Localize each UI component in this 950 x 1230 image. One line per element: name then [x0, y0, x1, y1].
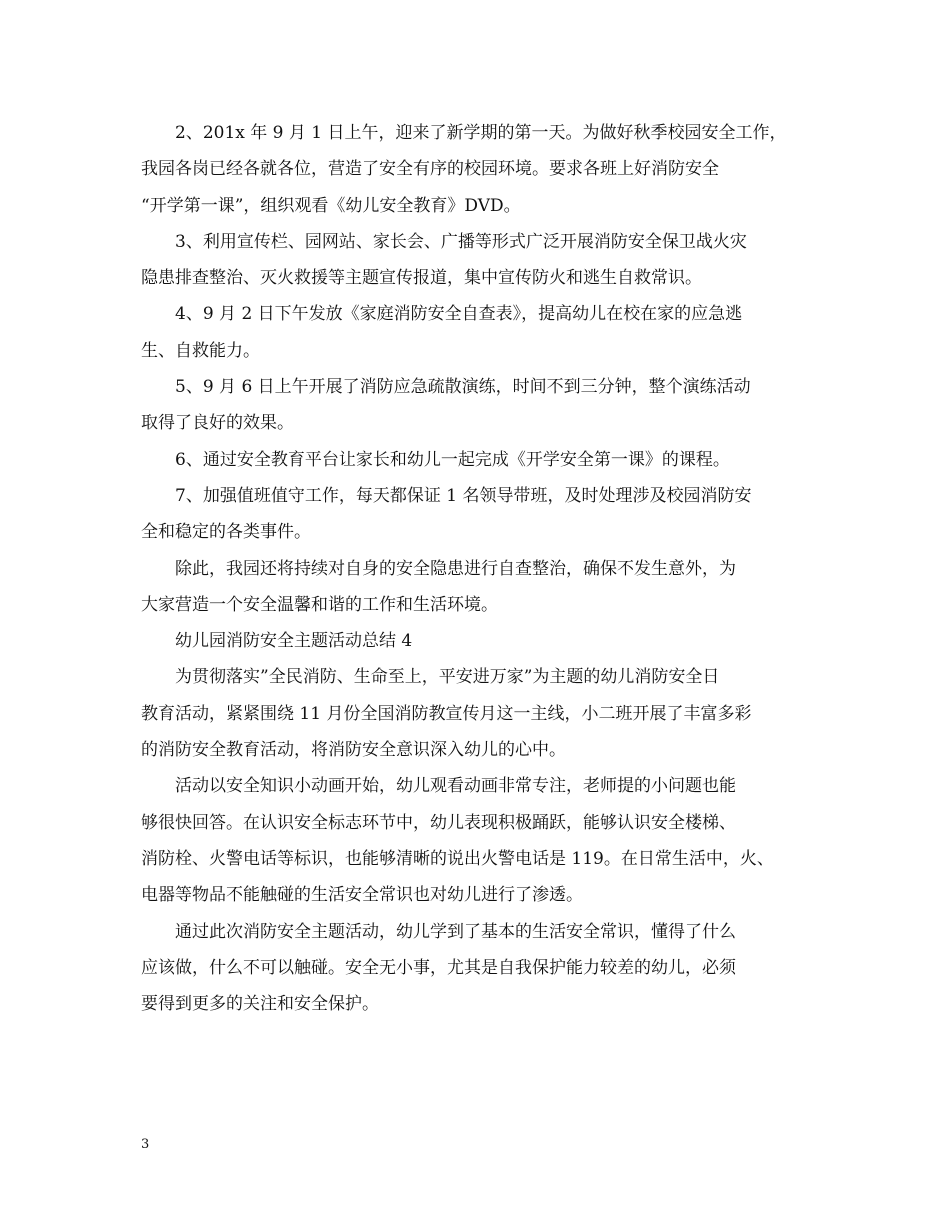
text-line: 大家营造一个安全温馨和谐的工作和生活环境。 — [141, 594, 498, 615]
text-line: 6、通过安全教育平台让家长和幼儿一起完成《开学安全第一课》的课程。 — [175, 449, 730, 470]
text-line: 3、利用宣传栏、园网站、家长会、广播等形式广泛开展消防安全保卫战火灾 — [175, 231, 747, 252]
text-line: “开学第一课”，组织观看《幼儿安全教育》DVD。 — [141, 195, 521, 216]
text-line: 生、自救能力。 — [141, 340, 260, 361]
text-line: 隐患排查整治、灭火救援等主题宣传报道，集中宣传防火和逃生自救常识。 — [141, 268, 702, 289]
text-line: 活动以安全知识小动画开始，幼儿观看动画非常专注，老师提的小问题也能 — [175, 776, 736, 797]
text-line: 2、201x 年 9 月 1 日上午，迎来了新学期的第一天。为做好秋季校园安全工作， — [175, 123, 787, 143]
text-line: 消防栓、火警电话等标识，也能够清晰的说出火警电话是 119。在日常生活中，火、 — [141, 848, 774, 869]
text-line: 为贯彻落实”全民消防、生命至上，平安进万家”为主题的幼儿消防安全日 — [175, 667, 720, 688]
text-line: 的消防安全教育活动，将消防安全意识深入幼儿的心中。 — [141, 740, 566, 761]
page-number: 3 — [141, 1137, 150, 1152]
text-line: 5、9 月 6 日上午开展了消防应急疏散演练，时间不到三分钟，整个演练活动 — [175, 377, 751, 398]
text-line: 幼儿园消防安全主题活动总结 4 — [175, 631, 413, 652]
text-line: 7、加强值班值守工作，每天都保证 1 名领导带班，及时处理涉及校园消防安 — [175, 485, 752, 506]
text-line: 除此，我园还将持续对自身的安全隐患进行自查整治，确保不发生意外，为 — [175, 558, 736, 579]
text-line: 应该做，什么不可以触碰。安全无小事，尤其是自我保护能力较差的幼儿，必须 — [141, 957, 736, 978]
text-line: 够很快回答。在认识安全标志环节中，幼儿表现积极踊跃，能够认识安全楼梯、 — [141, 812, 736, 833]
text-line: 电器等物品不能触碰的生活安全常识也对幼儿进行了渗透。 — [141, 885, 583, 906]
text-line: 取得了良好的效果。 — [141, 413, 294, 434]
text-line: 通过此次消防安全主题活动，幼儿学到了基本的生活安全常识，懂得了什么 — [175, 921, 736, 942]
text-line: 4、9 月 2 日下午发放《家庭消防安全自查表》，提高幼儿在校在家的应急逃 — [175, 304, 743, 325]
text-line: 要得到更多的关注和安全保护。 — [141, 994, 379, 1015]
document-body — [141, 115, 821, 1022]
text-line: 教育活动，紧紧围绕 11 月份全国消防教宣传月这一主线，小二班开展了丰富多彩 — [141, 703, 752, 724]
text-line: 我园各岗已经各就各位，营造了安全有序的校园环境。要求各班上好消防安全 — [141, 159, 719, 180]
text-line: 全和稳定的各类事件。 — [141, 522, 311, 543]
